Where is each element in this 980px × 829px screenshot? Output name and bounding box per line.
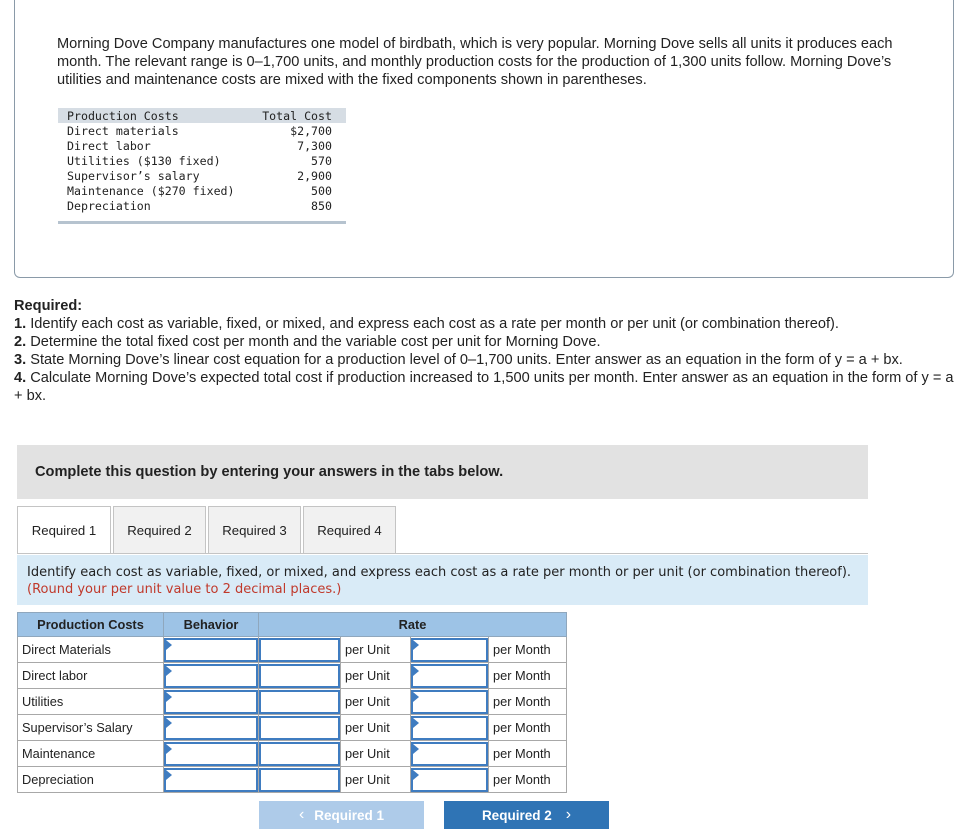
required-tabs (17, 506, 398, 554)
next-button-label: Required 2 (481, 807, 552, 823)
row-label: Utilities (18, 689, 164, 715)
table-row (18, 767, 567, 793)
per-month-label: per Month (489, 767, 567, 793)
table-row (18, 663, 567, 689)
cost-row-label: Maintenance ($270 fixed) (67, 183, 235, 198)
input-marker-icon (413, 770, 419, 780)
dropdown-arrow-icon (166, 666, 172, 676)
required-item: 1. Identify each cost as variable, fixed, or mixed, and express each cost as a rate per month or per unit (or combination thereof). (14, 316, 839, 332)
rounding-note: (Round your per unit value to 2 decimal places.) (27, 582, 342, 597)
behavior-dropdown[interactable] (164, 715, 259, 741)
cost-row (58, 183, 346, 198)
chevron-right-icon: › (565, 806, 572, 823)
behavior-dropdown[interactable] (164, 741, 259, 767)
per-unit-input[interactable] (259, 637, 341, 663)
dropdown-arrow-icon (166, 744, 172, 754)
table-row (18, 637, 567, 663)
behavior-dropdown[interactable] (164, 663, 259, 689)
production-cost-table (58, 108, 346, 224)
per-unit-label: per Unit (341, 741, 411, 767)
cost-row-value: 2,900 (297, 168, 332, 183)
per-month-input[interactable] (411, 741, 489, 767)
per-unit-input[interactable] (259, 741, 341, 767)
cost-row-label: Depreciation (67, 198, 151, 213)
per-month-input[interactable] (411, 689, 489, 715)
answer-table (17, 612, 567, 793)
per-month-label: per Month (489, 637, 567, 663)
cost-row (58, 168, 346, 183)
per-month-input[interactable] (411, 715, 489, 741)
per-unit-input[interactable] (259, 715, 341, 741)
input-marker-icon (413, 640, 419, 650)
tab-required-3[interactable]: Required 3 (208, 506, 301, 554)
row-label: Direct Materials (18, 637, 164, 663)
cost-row-value: 500 (311, 183, 332, 198)
per-month-label: per Month (489, 689, 567, 715)
cost-header-label: Production Costs (67, 108, 179, 123)
input-marker-icon (413, 718, 419, 728)
required-section (14, 297, 954, 405)
col-header-costs: Production Costs (18, 613, 164, 637)
behavior-dropdown[interactable] (164, 637, 259, 663)
required-item: 2. Determine the total fixed cost per month and the variable cost per unit for Morning Dove. (14, 334, 601, 350)
tab-required-1[interactable]: Required 1 (17, 506, 111, 554)
per-month-label: per Month (489, 741, 567, 767)
cost-row-label: Direct labor (67, 138, 151, 153)
per-unit-input[interactable] (259, 663, 341, 689)
table-row (18, 689, 567, 715)
per-unit-label: per Unit (341, 715, 411, 741)
dropdown-arrow-icon (166, 770, 172, 780)
cost-row (58, 153, 346, 168)
cost-row-label: Supervisor’s salary (67, 168, 200, 183)
per-month-input[interactable] (411, 663, 489, 689)
input-marker-icon (413, 744, 419, 754)
dropdown-arrow-icon (166, 718, 172, 728)
cost-row-value: $2,700 (290, 123, 332, 138)
per-month-input[interactable] (411, 637, 489, 663)
per-month-input[interactable] (411, 767, 489, 793)
behavior-dropdown[interactable] (164, 689, 259, 715)
cost-row-value: 570 (311, 153, 332, 168)
cost-row-label: Direct materials (67, 123, 179, 138)
chevron-left-icon: ‹ (298, 806, 305, 823)
cost-row (58, 138, 346, 153)
row-label: Maintenance (18, 741, 164, 767)
per-unit-input[interactable] (259, 689, 341, 715)
table-row (18, 741, 567, 767)
per-unit-label: per Unit (341, 663, 411, 689)
tab-required-4[interactable]: Required 4 (303, 506, 396, 554)
required-item: 3. State Morning Dove’s linear cost equation for a production level of 0–1,700 units. Enter answer as an equation in the form of y = a + bx. (14, 352, 903, 368)
cost-row-label: Utilities ($130 fixed) (67, 153, 221, 168)
row-label: Depreciation (18, 767, 164, 793)
problem-intro: Morning Dove Company manufactures one model of birdbath, which is very popular. Morning Dove sells all units it produces each month. The relevant range is 0–1,700 units, and monthly production costs for the production of 1,300 units follow. Morning Dove’s utilities and maintenance costs are mixed with the fixed components shown in parentheses. (57, 36, 893, 88)
cost-row (58, 123, 346, 138)
required-title: Required: (14, 298, 83, 314)
cost-row (58, 198, 346, 213)
per-month-label: per Month (489, 715, 567, 741)
col-header-rate: Rate (259, 613, 567, 637)
per-unit-label: per Unit (341, 689, 411, 715)
instruction-banner: Complete this question by entering your answers in the tabs below. (17, 445, 868, 499)
cost-row-value: 850 (311, 198, 332, 213)
input-marker-icon (413, 666, 419, 676)
task-instructions (17, 555, 868, 605)
next-required-button[interactable] (444, 801, 609, 829)
table-row (18, 715, 567, 741)
task-text: Identify each cost as variable, fixed, or mixed, and express each cost as a rate per month or per unit (or combination thereof). (27, 565, 852, 580)
cost-table-header (58, 108, 346, 123)
prev-required-button[interactable] (259, 801, 424, 829)
col-header-behavior: Behavior (164, 613, 259, 637)
per-unit-input[interactable] (259, 767, 341, 793)
behavior-dropdown[interactable] (164, 767, 259, 793)
dropdown-arrow-icon (166, 692, 172, 702)
per-unit-label: per Unit (341, 637, 411, 663)
tab-divider (17, 553, 868, 554)
row-label: Direct labor (18, 663, 164, 689)
input-marker-icon (413, 692, 419, 702)
row-label: Supervisor’s Salary (18, 715, 164, 741)
cost-row-value: 7,300 (297, 138, 332, 153)
tab-required-2[interactable]: Required 2 (113, 506, 206, 554)
cost-header-value: Total Cost (262, 108, 332, 123)
required-item: 4. Calculate Morning Dove’s expected total cost if production increased to 1,500 units per month. Enter answer as an equation in the form of y = a + bx. (14, 370, 954, 404)
per-unit-label: per Unit (341, 767, 411, 793)
per-month-label: per Month (489, 663, 567, 689)
prev-button-label: Required 1 (314, 807, 385, 823)
dropdown-arrow-icon (166, 640, 172, 650)
